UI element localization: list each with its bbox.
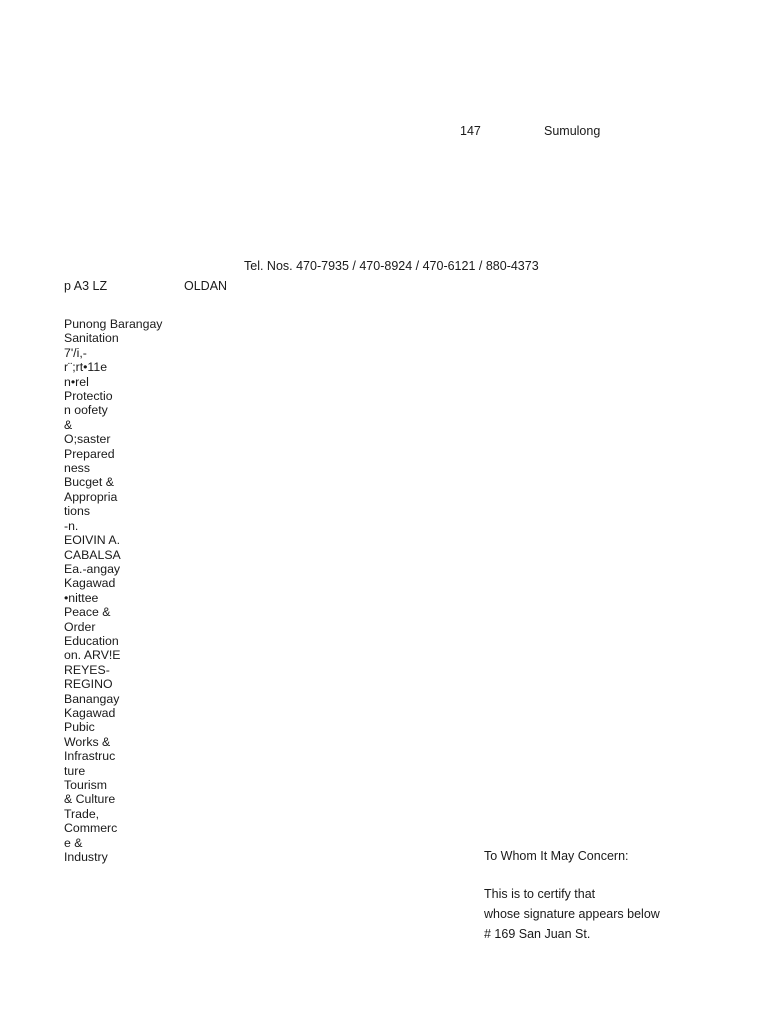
sidebar-line: Banangay <box>64 691 120 706</box>
sidebar-line: Education <box>64 633 119 648</box>
letter-salutation: To Whom It May Concern: <box>484 849 629 863</box>
sidebar-line: Punong Barangay <box>64 317 163 331</box>
sidebar-line: REYES- <box>64 662 110 677</box>
telephone-numbers: Tel. Nos. 470-7935 / 470-8924 / 470-6121 / 880-4373 <box>244 259 539 273</box>
blank-line <box>484 866 734 884</box>
sidebar-line: Prepared <box>64 446 115 461</box>
header-code-left: p A3 LZ <box>64 279 108 293</box>
sidebar-line: •nittee <box>64 590 99 605</box>
sidebar-line: Peace & <box>64 605 111 620</box>
sidebar-line: e & <box>64 835 83 850</box>
address-number: 147 <box>460 124 481 138</box>
letter-line: This is to certify that <box>484 887 596 901</box>
sidebar-line: Ea.-angay <box>64 561 121 576</box>
sidebar-line: n oofety <box>64 403 108 418</box>
header-code-right: OLDAN <box>184 279 228 293</box>
sidebar-line: 7'/i,- <box>64 345 87 360</box>
sidebar-line: Kagawad <box>64 576 116 591</box>
sidebar-line: EOIVIN A. <box>64 533 121 548</box>
sidebar-line: REGINO <box>64 677 113 692</box>
sidebar-line: Sanitation <box>64 331 119 346</box>
sidebar-line: -n. <box>64 518 79 533</box>
sidebar-line: on. ARV!E <box>64 648 121 663</box>
sidebar-line: Industry <box>64 850 108 865</box>
sidebar-line: & <box>64 417 73 432</box>
sidebar-line: Tourism <box>64 778 108 792</box>
sidebar-line: Infrastruc <box>64 749 116 764</box>
letter-line: # 169 San Juan St. <box>484 927 591 941</box>
sidebar-line: ture <box>64 763 86 778</box>
sidebar-line: O;saster <box>64 432 111 447</box>
sidebar-line: Works & <box>64 734 111 749</box>
sidebar-line: n•rel <box>64 374 89 389</box>
sidebar-line: ness <box>64 461 90 476</box>
sidebar-line: tions <box>64 504 90 519</box>
sidebar-line: Appropria <box>64 489 118 504</box>
sidebar-line: & Culture <box>64 792 116 807</box>
letter-line: whose signature appears below <box>484 907 660 921</box>
sidebar-line: Pubic <box>64 720 95 735</box>
sidebar-line: Protectio <box>64 389 113 404</box>
sidebar-line: Commerc <box>64 821 118 836</box>
sidebar-line: Bucget & <box>64 475 114 490</box>
sidebar-line: Kagawad <box>64 705 116 720</box>
sidebar-line: Trade, <box>64 806 100 821</box>
street-name: Sumulong <box>544 124 601 138</box>
sidebar-line: r¨;rt•11e <box>64 360 108 375</box>
sidebar-line: Order <box>64 619 96 634</box>
council-sidebar <box>64 317 174 864</box>
sidebar-line: CABALSA <box>64 547 121 562</box>
letter-body <box>484 846 734 944</box>
